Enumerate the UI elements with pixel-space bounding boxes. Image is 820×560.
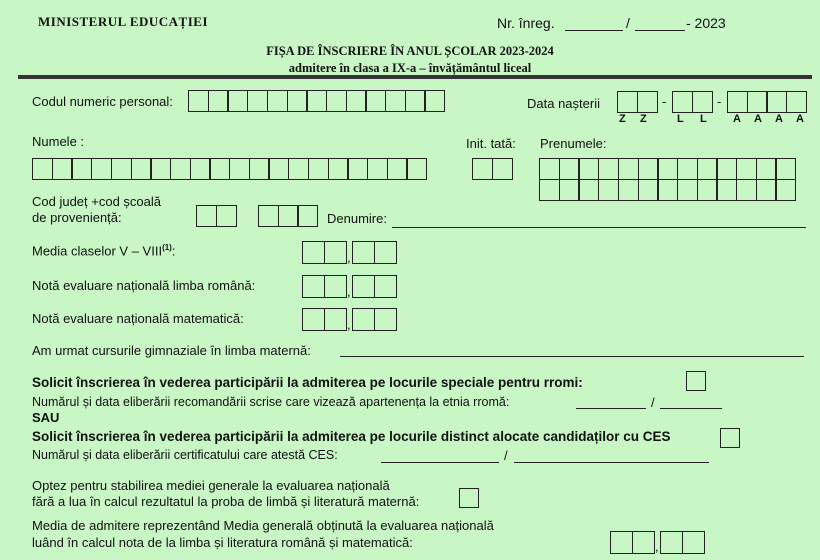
char-cell[interactable]: [539, 179, 560, 201]
average-footnote: (1): [162, 243, 172, 252]
char-cell[interactable]: [677, 179, 698, 201]
char-cell[interactable]: [302, 275, 325, 298]
romanian-grade-label: Notă evaluare națională limba română:: [32, 278, 256, 293]
char-cell[interactable]: [367, 158, 388, 180]
char-cell[interactable]: [786, 91, 807, 113]
rroma-checkbox[interactable]: [686, 371, 706, 391]
cnp-label: Codul numeric personal:: [32, 94, 173, 109]
birth-month-boxes[interactable]: [672, 91, 713, 113]
option-line-2: fără a lua în calcul rezultatul la proba de limbă și literatură maternă:: [32, 494, 420, 509]
math-integer-boxes[interactable]: [302, 308, 347, 331]
char-cell[interactable]: [374, 275, 397, 298]
admission-decimal-boxes[interactable]: [660, 531, 705, 554]
school-name-label: Denumire:: [327, 211, 387, 226]
char-cell[interactable]: [697, 158, 718, 180]
admission-integer-boxes[interactable]: [610, 531, 655, 554]
char-cell[interactable]: [170, 158, 191, 180]
rroma-request-label: Solicit înscrierea în vederea participării la admiterea pe locurile speciale pentru rromi:: [32, 375, 583, 390]
romanian-integer-boxes[interactable]: [302, 275, 347, 298]
average-label-text: Media claselor V – VIII: [32, 243, 163, 259]
char-cell[interactable]: [638, 179, 659, 201]
char-cell[interactable]: [716, 158, 737, 180]
char-cell[interactable]: [352, 241, 375, 264]
char-cell[interactable]: [405, 90, 426, 112]
ministry-name: MINISTERUL EDUCAȚIEI: [38, 14, 209, 29]
char-cell[interactable]: [324, 308, 347, 331]
option-line-1: Optez pentru stabilirea mediei generale la evaluarea națională: [32, 478, 390, 493]
char-cell[interactable]: [258, 205, 279, 227]
school-code-boxes[interactable]: [258, 205, 318, 227]
char-cell[interactable]: [287, 90, 308, 112]
admission-comma: ,: [655, 539, 659, 554]
admission-average-line-2: luând în calcul nota de la limba și literatura română și matematică:: [32, 535, 413, 550]
school-code-label-2: de proveniență:: [32, 210, 122, 225]
char-cell[interactable]: [660, 531, 683, 554]
average-colon: :: [171, 243, 176, 259]
char-cell[interactable]: [188, 90, 209, 112]
school-name-line[interactable]: [392, 227, 806, 228]
char-cell[interactable]: [150, 158, 171, 180]
char-cell[interactable]: [267, 90, 288, 112]
char-cell[interactable]: [617, 91, 638, 113]
char-cell[interactable]: [559, 179, 580, 201]
char-cell[interactable]: [492, 158, 513, 180]
char-cell[interactable]: [346, 90, 367, 112]
char-cell[interactable]: [111, 158, 132, 180]
char-cell[interactable]: [268, 158, 289, 180]
romanian-comma: ,: [347, 284, 351, 299]
char-cell[interactable]: [385, 90, 406, 112]
char-cell[interactable]: [71, 158, 92, 180]
char-cell[interactable]: [249, 158, 270, 180]
father-initial-boxes[interactable]: [472, 158, 513, 180]
char-cell[interactable]: [578, 179, 599, 201]
ces-checkbox[interactable]: [720, 428, 740, 448]
average-label: [32, 243, 175, 258]
mother-tongue-line[interactable]: [340, 356, 804, 357]
admission-average-line-1: Media de admitere reprezentând Media generală obținută la evaluarea națională: [32, 518, 494, 533]
average-comma: ,: [347, 250, 351, 265]
rroma-document-label: Numărul și data eliberării recomandării scrise care vizează apartenența la etnia rromă:: [32, 395, 510, 409]
char-cell[interactable]: [610, 531, 633, 554]
char-cell[interactable]: [324, 275, 347, 298]
char-cell[interactable]: [227, 90, 248, 112]
char-cell[interactable]: [657, 179, 678, 201]
char-cell[interactable]: [365, 90, 386, 112]
char-cell[interactable]: [736, 179, 757, 201]
birth-date-label: Data nașterii: [527, 96, 600, 111]
char-cell[interactable]: [328, 158, 349, 180]
ces-document-label: Numărul și data eliberării certificatului care atestă CES:: [32, 448, 338, 462]
school-code-label-1: Cod județ +cod școală: [32, 194, 162, 209]
birth-dash-2: -: [717, 94, 722, 109]
char-cell[interactable]: [692, 91, 713, 113]
rroma-document-number-line[interactable]: [576, 408, 646, 409]
char-cell[interactable]: [374, 241, 397, 264]
last-name-label: Numele :: [32, 134, 85, 149]
char-cell[interactable]: [278, 205, 299, 227]
char-cell[interactable]: [727, 91, 748, 113]
char-cell[interactable]: [209, 158, 230, 180]
char-cell[interactable]: [91, 158, 112, 180]
char-cell[interactable]: [598, 158, 619, 180]
char-cell[interactable]: [32, 158, 53, 180]
first-name-boxes-row1[interactable]: [539, 158, 796, 180]
char-cell[interactable]: [578, 158, 599, 180]
ces-document-date-line[interactable]: [514, 462, 709, 463]
birth-letter-a3: A: [775, 113, 783, 125]
char-cell[interactable]: [697, 179, 718, 201]
char-cell[interactable]: [756, 179, 777, 201]
char-cell[interactable]: [756, 158, 777, 180]
char-cell[interactable]: [632, 531, 655, 554]
char-cell[interactable]: [424, 90, 445, 112]
char-cell[interactable]: [736, 158, 757, 180]
char-cell[interactable]: [374, 308, 397, 331]
char-cell[interactable]: [347, 158, 368, 180]
char-cell[interactable]: [229, 158, 250, 180]
char-cell[interactable]: [618, 158, 639, 180]
rroma-document-slash: /: [651, 395, 655, 410]
father-initial-label: Init. tată:: [466, 136, 516, 151]
char-cell[interactable]: [672, 91, 693, 113]
mother-tongue-label: Am urmat cursurile gimnaziale în limba maternă:: [32, 343, 311, 358]
average-integer-boxes[interactable]: [302, 241, 347, 264]
birth-letter-a4: A: [796, 113, 804, 125]
char-cell[interactable]: [247, 90, 268, 112]
ces-document-number-line[interactable]: [381, 462, 499, 463]
first-name-boxes-row2[interactable]: [539, 179, 796, 201]
char-cell[interactable]: [131, 158, 152, 180]
char-cell[interactable]: [539, 158, 560, 180]
char-cell[interactable]: [657, 158, 678, 180]
char-cell[interactable]: [472, 158, 493, 180]
char-cell[interactable]: [326, 90, 347, 112]
char-cell[interactable]: [682, 531, 705, 554]
math-grade-label: Notă evaluare națională matematică:: [32, 311, 244, 326]
birth-day-boxes[interactable]: [617, 91, 658, 113]
math-decimal-boxes[interactable]: [352, 308, 397, 331]
last-name-boxes[interactable]: [32, 158, 427, 180]
ces-document-slash: /: [504, 448, 508, 463]
char-cell[interactable]: [196, 205, 217, 227]
char-cell[interactable]: [677, 158, 698, 180]
char-cell[interactable]: [618, 179, 639, 201]
form-subtitle: admitere în clasa a IX-a – învățământul liceal: [288, 61, 532, 75]
header-divider: [18, 75, 812, 79]
char-cell[interactable]: [559, 158, 580, 180]
or-separator: SAU: [32, 410, 60, 425]
char-cell[interactable]: [352, 308, 375, 331]
registration-slash: /: [626, 15, 630, 31]
registration-date-line[interactable]: [635, 30, 685, 31]
char-cell[interactable]: [216, 205, 237, 227]
char-cell[interactable]: [288, 158, 309, 180]
char-cell[interactable]: [324, 241, 347, 264]
char-cell[interactable]: [297, 205, 318, 227]
char-cell[interactable]: [306, 90, 327, 112]
char-cell[interactable]: [302, 308, 325, 331]
char-cell[interactable]: [775, 158, 796, 180]
birth-year-boxes[interactable]: [727, 91, 807, 113]
birth-letter-a1: A: [733, 113, 741, 125]
rroma-document-date-line[interactable]: [660, 408, 722, 409]
first-name-label: Prenumele:: [540, 136, 607, 151]
ces-request-label: Solicit înscrierea în vederea participării la admiterea pe locurile distinct alocate candidaților cu CES: [32, 429, 671, 444]
char-cell[interactable]: [190, 158, 211, 180]
registration-year: - 2023: [686, 15, 726, 31]
char-cell[interactable]: [387, 158, 408, 180]
registration-number-line[interactable]: [565, 30, 623, 31]
char-cell[interactable]: [598, 179, 619, 201]
char-cell[interactable]: [637, 91, 658, 113]
birth-letter-z1: Z: [619, 113, 626, 125]
county-code-boxes[interactable]: [196, 205, 237, 227]
char-cell[interactable]: [766, 91, 787, 113]
char-cell[interactable]: [747, 91, 768, 113]
registration-label: Nr. înreg.: [497, 15, 555, 31]
char-cell[interactable]: [52, 158, 73, 180]
birth-letter-a2: A: [754, 113, 762, 125]
char-cell[interactable]: [775, 179, 796, 201]
char-cell[interactable]: [638, 158, 659, 180]
char-cell[interactable]: [208, 90, 229, 112]
cnp-boxes[interactable]: [188, 90, 445, 112]
birth-letter-z2: Z: [640, 113, 647, 125]
char-cell[interactable]: [406, 158, 427, 180]
char-cell[interactable]: [308, 158, 329, 180]
exclude-mother-tongue-checkbox[interactable]: [459, 488, 479, 508]
average-decimal-boxes[interactable]: [352, 241, 397, 264]
birth-dash-1: -: [662, 94, 667, 109]
char-cell[interactable]: [716, 179, 737, 201]
birth-letter-l1: L: [677, 113, 684, 125]
char-cell[interactable]: [352, 275, 375, 298]
math-comma: ,: [347, 317, 351, 332]
char-cell[interactable]: [302, 241, 325, 264]
birth-letter-l2: L: [700, 113, 707, 125]
romanian-decimal-boxes[interactable]: [352, 275, 397, 298]
form-title: FIȘA DE ÎNSCRIERE ÎN ANUL ȘCOLAR 2023-2024: [266, 44, 554, 58]
